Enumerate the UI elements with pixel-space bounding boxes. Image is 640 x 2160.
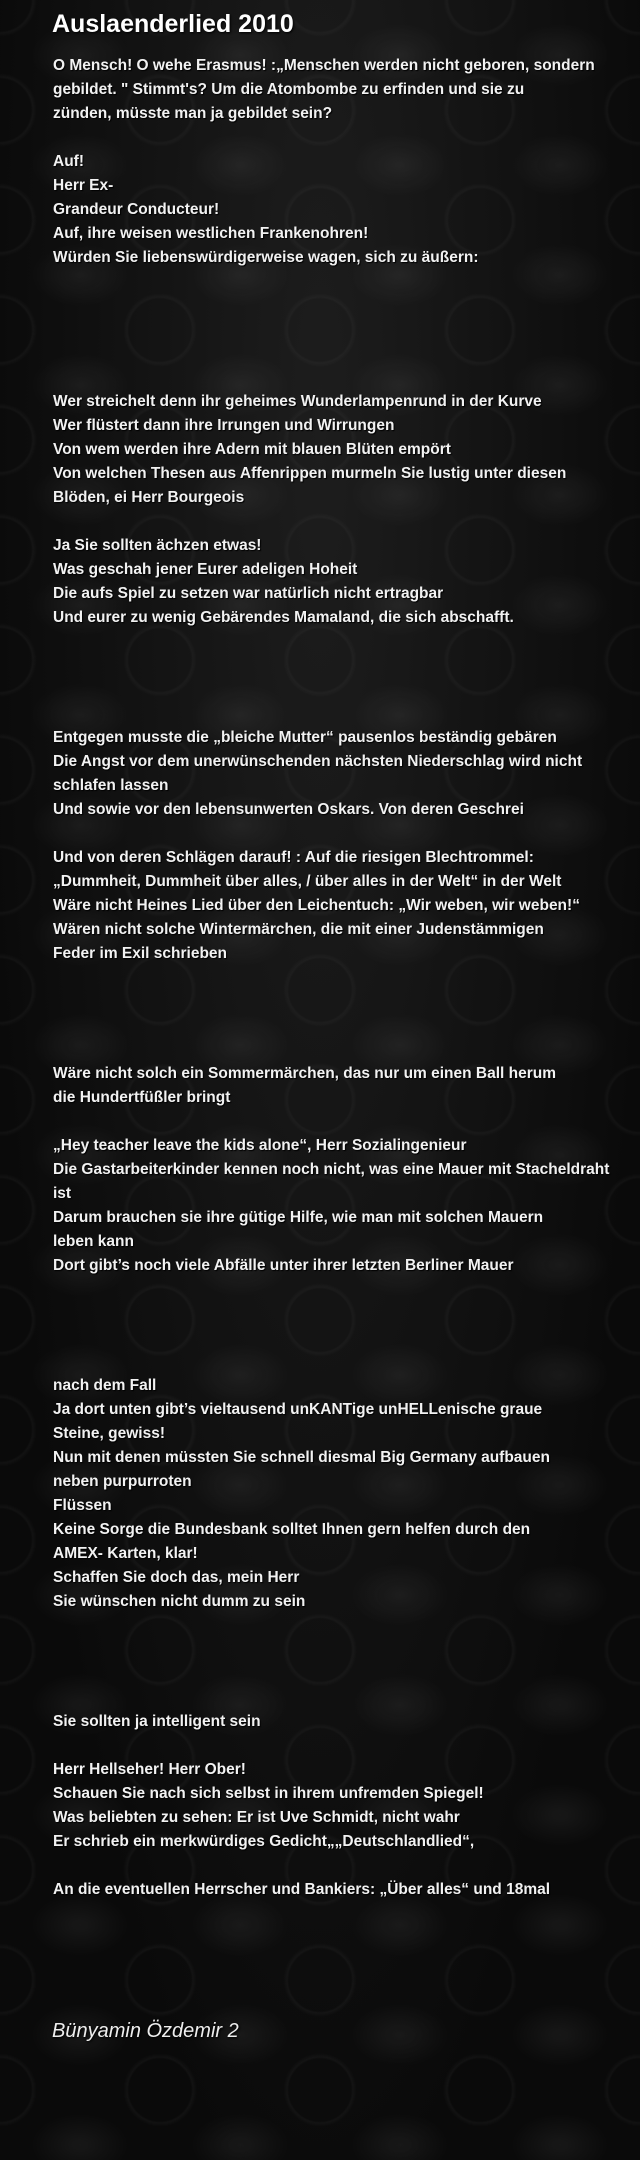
poem-line: Wäre nicht Heines Lied über den Leichentuch: „Wir weben, wir weben!“ bbox=[53, 897, 580, 914]
poem-line: leben kann bbox=[53, 1233, 134, 1250]
poem-line-blank bbox=[53, 966, 633, 990]
poem-line: Sie sollten ja intelligent sein bbox=[53, 1713, 261, 1730]
poem-line-blank bbox=[53, 1326, 633, 1350]
poem-line: Von wem werden ihre Adern mit blauen Blüten empört bbox=[53, 441, 451, 458]
poem-line: Ja dort unten gibt’s vieltausend unKANTige unHELLenische graue bbox=[53, 1401, 543, 1418]
poem-line: Grandeur Conducteur! bbox=[53, 201, 220, 218]
poem-line: Auf, ihre weisen westlichen Frankenohren! bbox=[53, 225, 369, 242]
poem-line-blank bbox=[53, 654, 633, 678]
poem-line: gebildet. " Stimmt's? Um die Atombombe zu erfinden und sie zu bbox=[53, 81, 525, 98]
poem-line: Und eurer zu wenig Gebärendes Mamaland, die sich abschafft. bbox=[53, 609, 514, 626]
poem-line: Nun mit denen müssten Sie schnell diesmal Big Germany aufbauen bbox=[53, 1449, 550, 1466]
poem-line-blank bbox=[53, 510, 633, 534]
poem-line: Herr Ex- bbox=[53, 177, 114, 194]
poem-line-blank bbox=[53, 1110, 633, 1134]
poem-title: Auslaenderlied 2010 bbox=[52, 10, 294, 38]
poem-line: AMEX- Karten, klar! bbox=[53, 1545, 198, 1562]
poem-line: Auf! bbox=[53, 153, 84, 170]
poem-line: schlafen lassen bbox=[53, 777, 169, 794]
poem-line: zünden, müsste man ja gebildet sein? bbox=[53, 105, 333, 122]
poem-line: Wären nicht solche Wintermärchen, die mit einer Judenstämmigen bbox=[53, 921, 544, 938]
poem-line-blank bbox=[53, 1350, 633, 1374]
poem-line: Flüssen bbox=[53, 1497, 112, 1514]
poem-line-blank bbox=[53, 822, 633, 846]
poem-line: Herr Hellseher! Herr Ober! bbox=[53, 1761, 246, 1778]
poem-line-blank bbox=[53, 1686, 633, 1710]
poem-line: Von welchen Thesen aus Affenrippen murmeln Sie lustig unter diesen bbox=[53, 465, 567, 482]
poem-line-blank bbox=[53, 1302, 633, 1326]
poem-line-blank bbox=[53, 630, 633, 654]
poem-line: An die eventuellen Herrscher und Bankiers: „Über alles“ und 18mal bbox=[53, 1881, 551, 1898]
poem-line: Sie wünschen nicht dumm zu sein bbox=[53, 1593, 306, 1610]
poem-line: Die Angst vor dem unerwünschenden nächsten Niederschlag wird nicht bbox=[53, 753, 583, 770]
poem-line-blank bbox=[53, 1038, 633, 1062]
poem-author: Bünyamin Özdemir 2 bbox=[52, 2020, 239, 2042]
poem-line: Er schrieb ein merkwürdiges Gedicht„„Deutschlandlied“, bbox=[53, 1833, 475, 1850]
poem-line-blank bbox=[53, 1014, 633, 1038]
poem-line-blank bbox=[53, 1278, 633, 1302]
poem-line: Darum brauchen sie ihre gütige Hilfe, wie man mit solchen Mauern bbox=[53, 1209, 544, 1226]
poem-line-blank bbox=[53, 342, 633, 366]
poem-line: Entgegen musste die „bleiche Mutter“ pausenlos beständig gebären bbox=[53, 729, 557, 746]
poem-line: die Hundertfüßler bringt bbox=[53, 1089, 231, 1106]
poem-line: Die aufs Spiel zu setzen war natürlich nicht ertragbar bbox=[53, 585, 444, 602]
poem-line-blank bbox=[53, 1614, 633, 1638]
poem-line: Ja Sie sollten ächzen etwas! bbox=[53, 537, 262, 554]
poem-line-blank bbox=[53, 126, 633, 150]
poem-line: ist bbox=[53, 1185, 72, 1202]
poem-body bbox=[53, 54, 633, 1902]
poem-line: Feder im Exil schrieben bbox=[53, 945, 228, 962]
poem-line: „Dummheit, Dummheit über alles, / über alles in der Welt“ in der Welt bbox=[53, 873, 562, 890]
poem-line: Die Gastarbeiterkinder kennen noch nicht, was eine Mauer mit Stacheldraht bbox=[53, 1161, 610, 1178]
poem-line: Blöden, ei Herr Bourgeois bbox=[53, 489, 245, 506]
poem-line-blank bbox=[53, 270, 633, 294]
poem-line-blank bbox=[53, 990, 633, 1014]
poem-line-blank bbox=[53, 294, 633, 318]
poem-line: Wäre nicht solch ein Sommermärchen, das nur um einen Ball herum bbox=[53, 1065, 557, 1082]
poem-line-blank bbox=[53, 678, 633, 702]
poem-line-blank bbox=[53, 366, 633, 390]
poem-line: „Hey teacher leave the kids alone“, Herr Sozialingenieur bbox=[53, 1137, 467, 1154]
poem-line: O Mensch! O wehe Erasmus! :„Menschen werden nicht geboren, sondern bbox=[53, 57, 595, 74]
poem-line: Keine Sorge die Bundesbank solltet Ihnen gern helfen durch den bbox=[53, 1521, 531, 1538]
poem-line: neben purpurroten bbox=[53, 1473, 192, 1490]
poem-line-blank bbox=[53, 702, 633, 726]
poem-line: Steine, gewiss! bbox=[53, 1425, 165, 1442]
poem-line: nach dem Fall bbox=[53, 1377, 157, 1394]
poem-line-blank bbox=[53, 1662, 633, 1686]
poem-line-blank bbox=[53, 1734, 633, 1758]
poem-line: Was geschah jener Eurer adeligen Hoheit bbox=[53, 561, 358, 578]
poem-line-blank bbox=[53, 318, 633, 342]
poem-line: Was beliebten zu sehen: Er ist Uve Schmidt, nicht wahr bbox=[53, 1809, 460, 1826]
poem-line: Schaffen Sie doch das, mein Herr bbox=[53, 1569, 300, 1586]
poem-line-blank bbox=[53, 1854, 633, 1878]
poem-line: Dort gibt’s noch viele Abfälle unter ihrer letzten Berliner Mauer bbox=[53, 1257, 514, 1274]
poem-line: Wer flüstert dann ihre Irrungen und Wirrungen bbox=[53, 417, 395, 434]
poem-line: Wer streichelt denn ihr geheimes Wunderlampenrund in der Kurve bbox=[53, 393, 542, 410]
poem-line-blank bbox=[53, 1638, 633, 1662]
poem-line: Schauen Sie nach sich selbst in ihrem unfremden Spiegel! bbox=[53, 1785, 484, 1802]
poem-line: Würden Sie liebenswürdigerweise wagen, sich zu äußern: bbox=[53, 249, 479, 266]
poem-line: Und von deren Schlägen darauf! : Auf die riesigen Blechtrommel: bbox=[53, 849, 534, 866]
poem-line: Und sowie vor den lebensunwerten Oskars. Von deren Geschrei bbox=[53, 801, 524, 818]
